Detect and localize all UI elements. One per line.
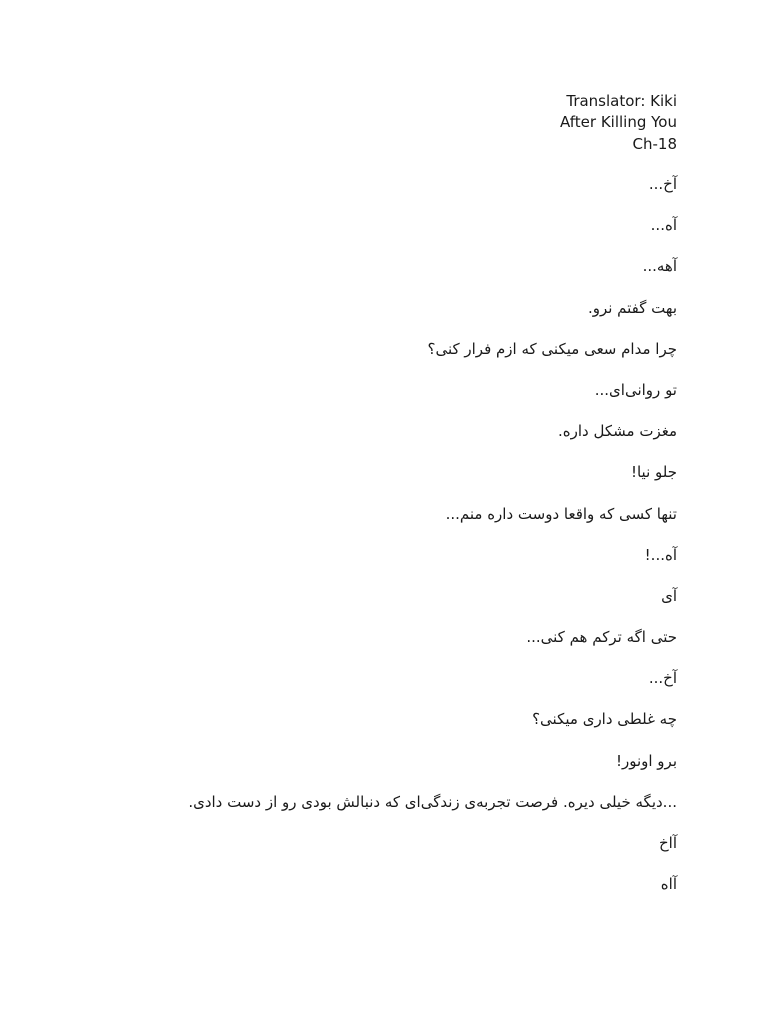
dialogue-line: آاه xyxy=(660,875,677,894)
dialogue-line: مغزت مشکل داره. xyxy=(558,422,677,441)
document-header xyxy=(560,91,677,155)
dialogue-line: بهت گفتم نرو. xyxy=(587,298,677,317)
dialogue-line: آخ... xyxy=(648,669,677,688)
dialogue-lines xyxy=(77,173,677,914)
dialogue-line: آی xyxy=(661,586,677,605)
dialogue-line: تو روانی‌ای... xyxy=(594,380,677,399)
dialogue-line: تنها کسی که واقعا دوست داره منم... xyxy=(445,504,677,523)
dialogue-line: آه...! xyxy=(644,545,677,564)
chapter-number: Ch-18 xyxy=(632,134,677,153)
dialogue-line: آهه... xyxy=(642,257,677,276)
dialogue-line: چه غلطی داری میکنی؟ xyxy=(532,710,677,729)
dialogue-line: حتی اگه ترکم هم کنی... xyxy=(526,628,677,647)
dialogue-line: آاخ xyxy=(658,834,677,852)
dialogue-line: آه... xyxy=(650,216,677,235)
dialogue-line: ...دیگه خیلی دیره. فرصت تجربه‌ی زندگی‌ای که دنبالش بودی رو از دست دادی. xyxy=(188,792,677,811)
series-title: After Killing You xyxy=(560,113,677,132)
dialogue-line: آخ... xyxy=(648,175,677,193)
dialogue-line: چرا مدام سعی میکنی که ازم فرار کنی؟ xyxy=(427,339,677,358)
dialogue-line: جلو نیا! xyxy=(630,463,677,482)
dialogue-line: برو اونور! xyxy=(615,751,677,770)
translator-credit: Translator: Kiki xyxy=(566,92,677,110)
